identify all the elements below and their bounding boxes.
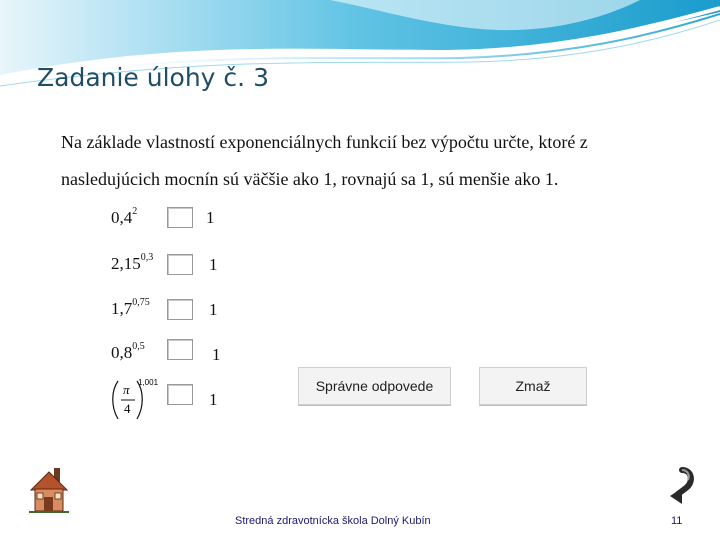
answer-box-4[interactable]: [167, 339, 193, 360]
expression-3: 1,7$^{0,75}$: [111, 297, 150, 318]
fraction-numerator: π: [123, 382, 130, 397]
compare-value-4: 1: [212, 345, 221, 364]
answer-box-1[interactable]: [167, 207, 193, 228]
page-number: 11: [671, 515, 683, 527]
compare-value-2: 1: [209, 255, 218, 274]
header-decoration: [0, 0, 720, 110]
instruction-text: [61, 124, 681, 198]
page-title: Zadanie úlohy č. 3: [37, 63, 269, 92]
expression-2: 2,15$^{0,3}$: [111, 252, 154, 273]
compare-value-1: 1: [206, 208, 215, 227]
return-arrow-icon[interactable]: [668, 466, 696, 510]
expression-1: $0,4^2$: [111, 206, 138, 227]
instruction-line-2: nasledujúcich mocnín sú väčšie ako 1, rovnajú sa 1, sú menšie ako 1.: [61, 169, 559, 189]
correct-answers-button[interactable]: Správne odpovede: [298, 367, 451, 405]
compare-value-3: 1: [209, 300, 218, 319]
fraction-exponent: 1,001: [138, 378, 159, 387]
answer-box-5[interactable]: [167, 384, 193, 405]
compare-value-5: 1: [209, 390, 218, 409]
clear-button[interactable]: Zmaž: [479, 367, 587, 405]
expression-5: [110, 373, 166, 423]
expression-4: 0,8$^{0,5}$: [111, 341, 145, 362]
footer-school-name: Stredná zdravotnícka škola Dolný Kubín: [235, 515, 431, 527]
instruction-line-1: Na základe vlastností exponenciálnych funkcií bez výpočtu určte, ktoré z: [61, 132, 588, 152]
fraction-denominator: 4: [124, 401, 131, 416]
house-icon[interactable]: [28, 466, 70, 514]
answer-box-2[interactable]: [167, 254, 193, 275]
answer-box-3[interactable]: [167, 299, 193, 320]
